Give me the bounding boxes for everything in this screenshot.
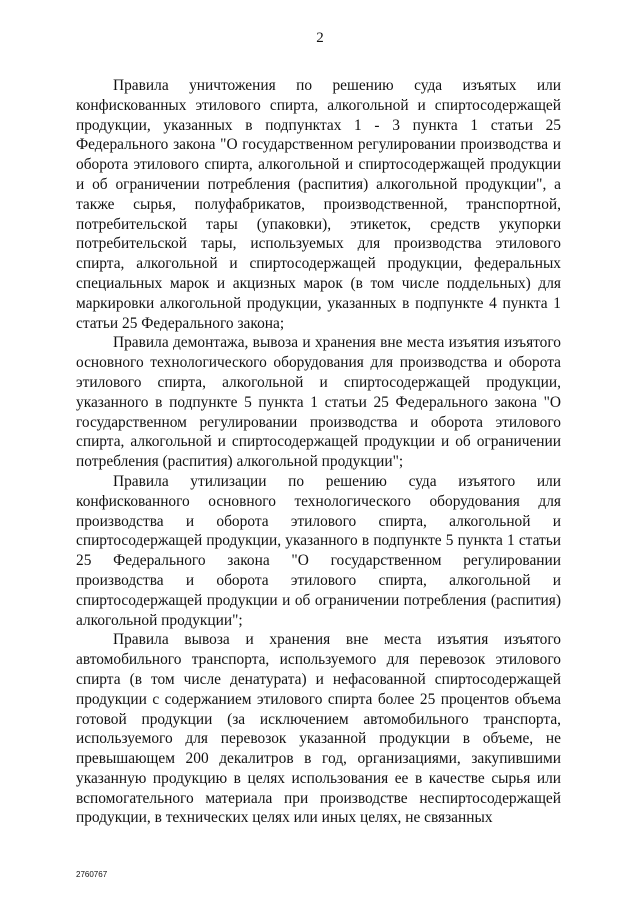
paragraph-dismantling-rules: Правила демонтажа, вывоза и хранения вне места изъятия изъятого основного технологического оборудования для производства и оборота этилового спирта, алкогольной и спиртосодержащей продукции, указанного в подпункте 5 пункта 1 статьи 25 Федерального закона "О государственном регулировании производства и оборота этилового спирта, алкогольной и спиртосодержащей продукции и об ограничении потребления (распития) алкогольной продукции"; [76, 334, 561, 471]
paragraph-destruction-rules: Правила уничтожения по решению суда изъятых или конфискованных этилового спирта, алкогольной и спиртосодержащей продукции, указанных в подпунктах 1 - 3 пункта 1 статьи 25 Федерального закона "О государственном регулировании производства и оборота этилового спирта, алкогольной и спиртосодержащей продукции и об ограничении потребления (распития) алкогольной продукции", а также сырья, полуфабрикатов, производственной, транспортной, потребительской тары (упаковки), этикеток, средств укупорки потребительской тары, используемых для производства этилового спирта, алкогольной и спиртосодержащей продукции, федеральных специальных марок и акцизных марок (в том числе поддельных) для маркировки алкогольной продукции, указанных в подпункте 4 пункта 1 статьи 25 Федерального закона; [76, 77, 561, 332]
document-body [76, 76, 561, 828]
page-number: 2 [316, 30, 324, 46]
document-code: 2760767 [76, 870, 108, 879]
paragraph-transport-rules: Правила вывоза и хранения вне места изъятия изъятого автомобильного транспорта, используемого для перевозок этилового спирта (в том числе денатурата) и нефасованной спиртосодержащей продукции с содержанием этилового спирта более 25 процентов объема готовой продукции (за исключением автомобильного транспорта, используемого для перевозок указанной продукции в объеме, не превышающем 200 декалитров в год, организациями, закупившими указанную продукцию в целях использования ее в качестве сырья или вспомогательного материала при производстве неспиртосодержащей продукции, в технических целях или иных целях, не связанных [76, 631, 561, 827]
paragraph-disposal-rules: Правила утилизации по решению суда изъятого или конфискованного основного технологического оборудования для производства и оборота этилового спирта, алкогольной и спиртосодержащей продукции, указанного в подпункте 5 пункта 1 статьи 25 Федерального закона "О государственном регулировании производства и оборота этилового спирта, алкогольной и спиртосодержащей продукции и об ограничении потребления (распития) алкогольной продукции"; [76, 472, 561, 629]
